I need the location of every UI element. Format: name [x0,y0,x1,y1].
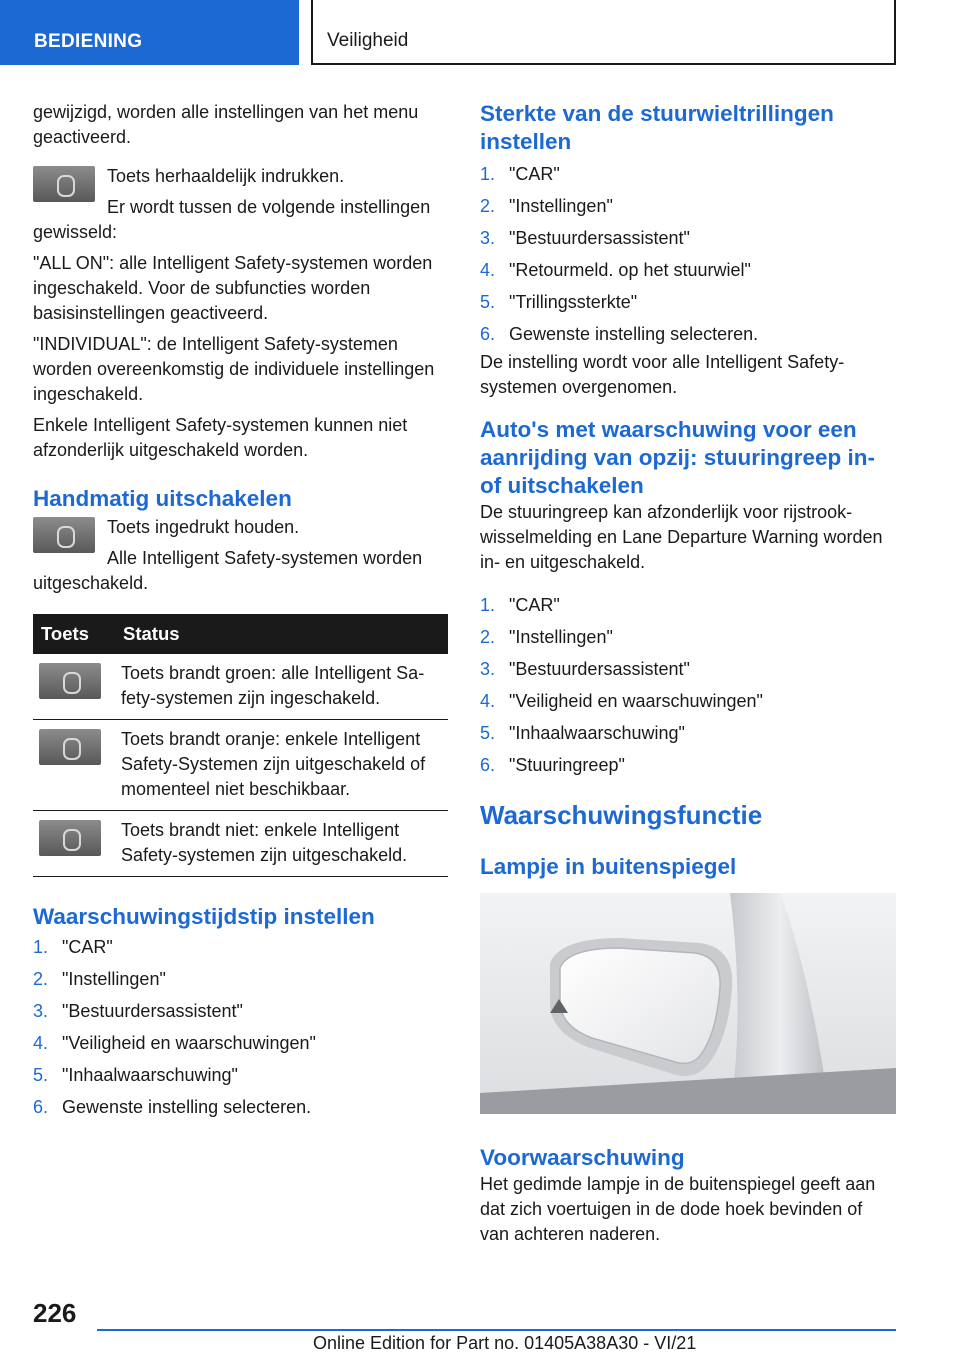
list-item: 3. "Bestuurdersassistent" [33,1001,243,1021]
list-item: 1. "CAR" [480,164,560,184]
list-item: 1. "CAR" [33,937,113,957]
safety-button-orange-icon [39,729,101,765]
list-item: 5. "Inhaalwaarschuwing" [33,1065,238,1085]
list-item: 6. Gewenste instelling selecteren. [33,1097,312,1117]
some-systems-text: Enkele Intelligent Safety-systemen kunnen niet afzonderlijk uitgeschakeld worden. [33,415,408,460]
status-cell: Toets brandt groen: alle Intelligent Safety-systemen zijn ingeschakeld. [115,654,448,720]
switch-between-text: Er wordt tussen de volgende instellingen gewisseld: [33,197,431,242]
table-header-status: Status [115,614,448,654]
safety-button-icon [33,166,95,202]
individual-text: "INDIVIDUAL": de Intelligent Safety-systemen worden overeenkomstig de individuele instellingen ingeschakeld. [33,334,435,404]
intervention-heading: Auto's met waarschuwing voor een aanrijding van opzij: stuuringreep in- of uitschakelen [480,417,876,498]
lamp-heading: Lampje in buitenspiegel [480,854,737,879]
hold-button-text: Toets ingedrukt houden. [107,517,300,537]
footer-divider [97,1329,896,1331]
page-number: 226 [33,1298,77,1328]
safety-button-icon [33,517,95,553]
status-cell: Toets brandt niet: enkele Intelligent Safety-systemen zijn uitgeschakeld. [115,811,448,877]
list-item: 2. "Instellingen" [33,969,166,989]
safety-button-green-icon [39,663,101,699]
warning-heading: Waarschuwingsfunctie [480,800,763,830]
table-header-button: Toets [33,614,115,654]
header-chapter: Veiligheid [327,30,409,51]
list-item: 3. "Bestuurdersassistent" [480,228,690,248]
all-off-text: Alle Intelligent Safety-systemen worden uitgeschakeld. [33,548,423,593]
status-cell: Toets brandt oranje: enkele Intelligent Safety-Systemen zijn uitgeschakeld of momenteel niet beschikbaar. [115,720,448,811]
header-chapter-box [311,0,896,65]
vibration-note: De instelling wordt voor alle Intelligent Safety-systemen overgenomen. [480,352,845,397]
list-item: 6. Gewenste instelling selecteren. [480,324,759,344]
list-item: 1. "CAR" [480,595,560,615]
table-row [33,720,448,811]
list-item: 4. "Veiligheid en waarschuwingen" [33,1033,316,1053]
safety-button-off-icon [39,820,101,856]
table-row [33,811,448,877]
header-section-tab [0,0,299,65]
list-item: 4. "Retourmeld. op het stuurwiel" [480,260,751,280]
mirror-image [480,893,896,1114]
all-on-text: "ALL ON": alle Intelligent Safety-systemen worden ingeschakeld. Voor de subfuncties worden basisinstellingen geactiveerd. [33,253,433,323]
mirror-illustration [480,893,896,1114]
intervention-steps [480,589,896,781]
header-section: BEDIENING [34,31,143,52]
list-item: 6. "Stuuringreep" [480,755,625,775]
intro-text: gewijzigd, worden alle instellingen van het menu geactiveerd. [33,102,419,147]
list-item: 4. "Veiligheid en waarschuwingen" [480,691,763,711]
table-row [33,654,448,720]
list-item: 5. "Trillingssterkte" [480,292,638,312]
pre-warning-heading: Voorwaarschuwing [480,1145,685,1170]
pre-warning-text: Het gedimde lampje in de buitenspiegel geeft aan dat zich voertuigen in de dode hoek bevinden of van achteren naderen. [480,1174,876,1244]
right-column [480,100,896,1253]
timing-steps [33,931,448,1123]
vibration-steps [480,158,896,350]
vibration-heading: Sterkte van de stuurwieltrillingen instellen [480,101,834,154]
timing-heading: Waarschuwingstijdstip instellen [33,904,375,929]
status-table [33,614,448,877]
intervention-text: De stuuringreep kan afzonderlijk voor rijstrookwisselmelding en Lane Departure Warning worden in- en uitgeschakeld. [480,502,883,572]
list-item: 5. "Inhaalwaarschuwing" [480,723,685,743]
left-column [33,100,448,1123]
list-item: 2. "Instellingen" [480,627,613,647]
manual-heading: Handmatig uitschakelen [33,486,292,511]
footer-edition: Online Edition for Part no. 01405A38A30 - VI/21 [313,1333,697,1353]
list-item: 3. "Bestuurdersassistent" [480,659,690,679]
press-repeat-text: Toets herhaaldelijk indrukken. [107,166,345,186]
list-item: 2. "Instellingen" [480,196,613,216]
